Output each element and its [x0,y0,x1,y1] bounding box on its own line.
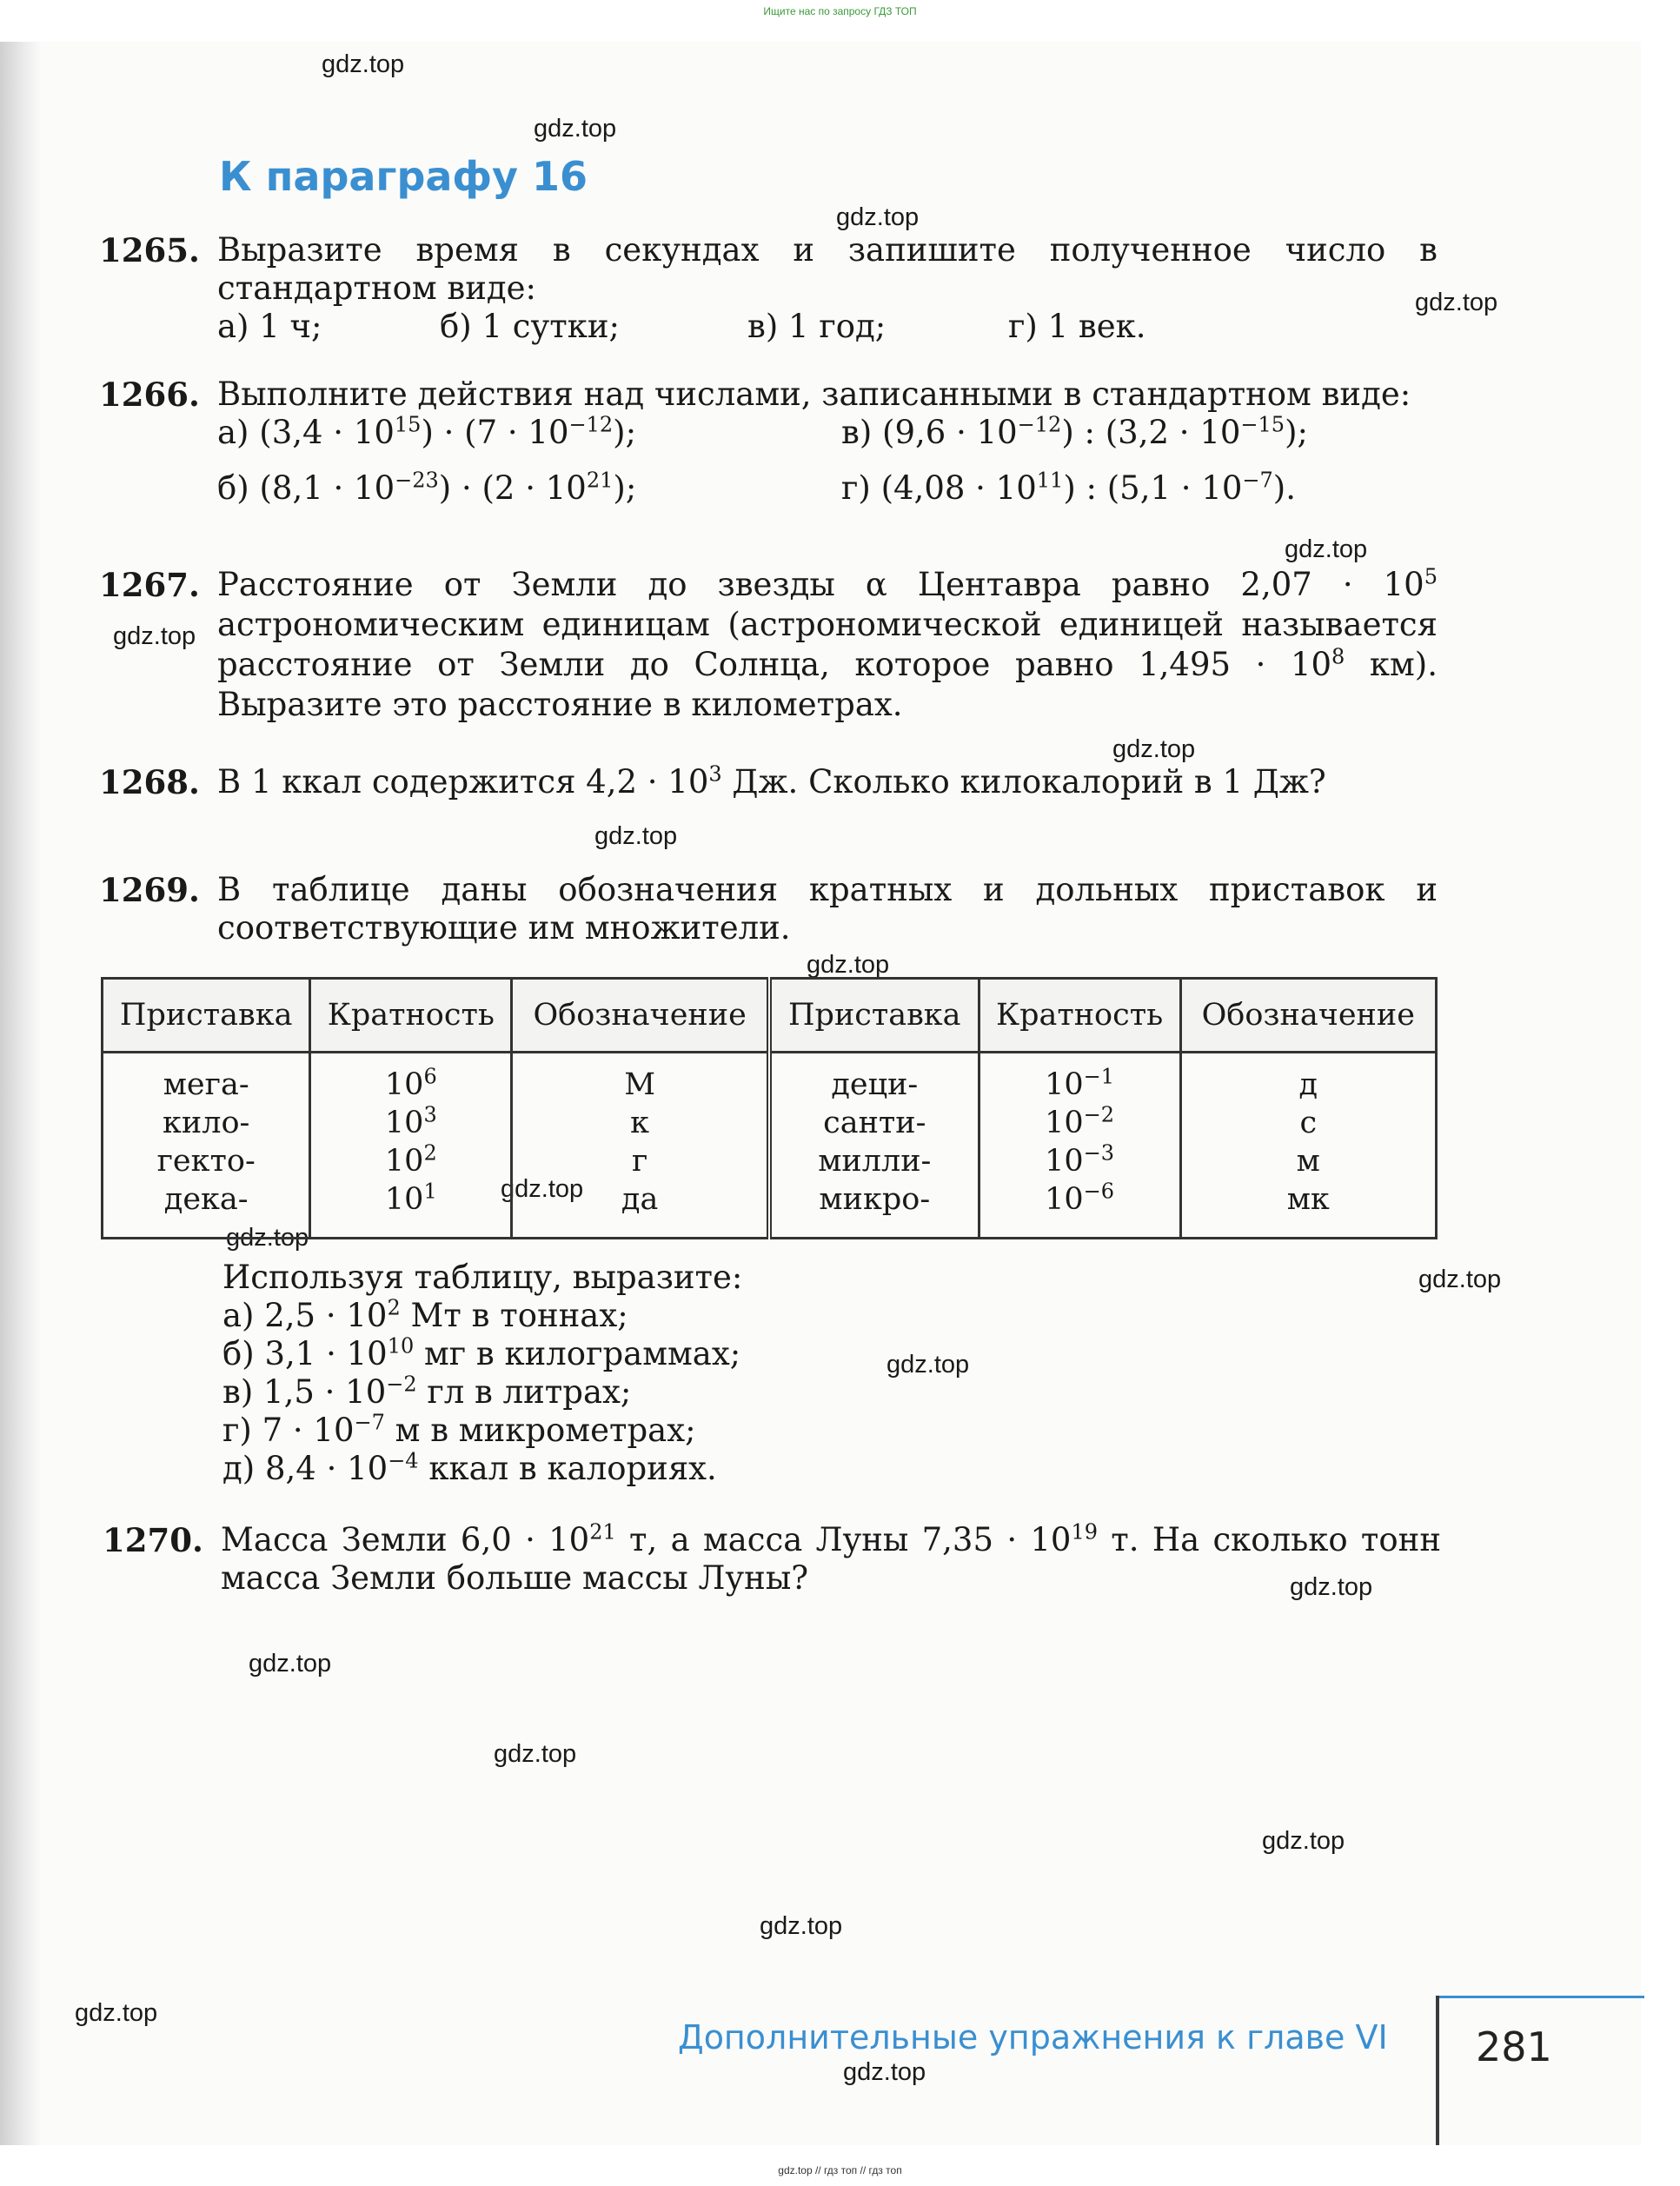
prefix-cell: кило- [163,1106,250,1140]
prefix-table [101,977,1438,1239]
item-a: а) 1 ч; [217,308,322,345]
watermark: gdz.top [594,822,678,850]
exercise-1268 [99,763,1438,801]
watermark: gdz.top [494,1740,577,1768]
watermark: gdz.top [1112,735,1196,763]
watermark: gdz.top [322,50,405,78]
symbol-cell: М [624,1067,656,1102]
exercise-1269-tasks [222,1259,1439,1488]
multiplicity-column [310,1053,512,1239]
symbol-cell: мк [1286,1182,1330,1217]
prefix-cell: деци- [831,1067,919,1102]
watermark: gdz.top [1290,1573,1373,1601]
watermark: gdz.top [534,115,617,143]
multiplicity-cell: $10^{-1}$ [1045,1064,1115,1102]
task-item-g: г) $7 \cdot 10^{-7}$ м в микрометрах; [222,1410,696,1449]
prefix-cell: гекто- [156,1144,256,1179]
exercise-1269 [99,871,1438,947]
watermark: gdz.top [1262,1827,1345,1855]
watermark: gdz.top [501,1175,584,1203]
table-header: Обозначение [512,979,769,1053]
item-c: в) 1 год; [747,308,886,345]
item-v: в) $(9,6 \cdot 10^{-12})$ : $(3,2 \cdot 10^{-15})$; [841,412,1308,451]
multiplicity-column [979,1053,1180,1239]
section-heading: К параграфу 16 [219,153,588,200]
exercise-number: 1269. [99,871,200,909]
task-item-v: в) $1,5 \cdot 10^{-2}$ гл в литрах; [222,1372,632,1411]
watermark: gdz.top [836,203,920,231]
prefix-cell: санти- [823,1106,926,1140]
symbol-cell: да [621,1182,659,1217]
symbol-column [1180,1053,1437,1239]
exercise-number: 1268. [99,763,200,801]
multiplicity-cell: $10^1$ [384,1179,437,1217]
watermark: gdz.top [760,1912,843,1940]
item-b: б) $(8,1 \cdot 10^{-23}) \cdot (2 \cdot 10^{21})$; [217,468,637,507]
watermark: gdz.top [249,1650,332,1678]
exercise-number: 1265. [99,231,200,269]
watermark: gdz.top [886,1351,970,1379]
prefix-cell: милли- [818,1144,932,1179]
symbol-cell: д [1298,1067,1318,1102]
prefix-column [769,1053,979,1239]
exercise-1267 [99,565,1438,725]
watermark: gdz.top [1415,289,1498,316]
footer-chapter-title: Дополнительные упражнения к главе VI [678,2018,1388,2056]
footer-rule [1436,1996,1644,1998]
table-header: Кратность [979,979,1180,1053]
symbol-cell: к [630,1106,650,1140]
exercise-number: 1266. [99,375,200,414]
prefix-column [103,1053,310,1239]
task-intro: Используя таблицу, выразите: [222,1259,743,1296]
item-g: г) $(4,08 \cdot 10^{11})$ : $(5,1 \cdot 10^{-7})$. [841,468,1296,507]
exercise-1266 [99,375,1438,522]
multiplicity-cell: $10^2$ [384,1140,437,1179]
table-header: Обозначение [1180,979,1437,1053]
multiplicity-cell: $10^{-2}$ [1045,1102,1115,1140]
watermark: gdz.top [843,2058,926,2086]
task-item-d: д) $8,4 \cdot 10^{-4}$ ккал в калориях. [222,1448,717,1487]
watermark: gdz.top [226,1224,309,1252]
exercise-number: 1267. [99,566,200,604]
item-a: а) $(3,4 \cdot 10^{15}) \cdot (7 \cdot 10^{-12})$; [217,412,637,451]
exercise-1270 [103,1521,1441,1598]
bottom-note: gdz.top // гдз топ // гдз топ [778,2164,902,2176]
exercise-text: Масса Земли $6,0 \cdot 10^{21}$ т, а масса Луны $7,35 \cdot 10^{19}$ т. На сколько тонн масса Земли больше массы Луны? [221,1519,1441,1597]
watermark: gdz.top [75,1999,158,2027]
symbol-cell: г [631,1144,648,1179]
symbol-cell: с [1299,1106,1318,1140]
multiplicity-cell: $10^{-6}$ [1045,1179,1115,1217]
item-b: б) 1 сутки; [440,308,620,345]
symbol-cell: м [1296,1144,1320,1179]
prefix-cell: мега- [163,1067,249,1102]
book-spine-shadow [0,42,42,2145]
page-number: 281 [1476,2023,1552,2070]
exercise-number: 1270. [103,1521,203,1559]
multiplicity-cell: $10^3$ [384,1102,437,1140]
table-header: Приставка [103,979,310,1053]
table-header: Приставка [769,979,979,1053]
watermark: gdz.top [113,622,196,650]
exercise-text: Выполните действия над числами, записанными в стандартном виде: [217,375,1411,413]
item-d: г) 1 век. [1008,308,1146,345]
multiplicity-cell: $10^6$ [384,1064,437,1102]
prefix-cell: дека- [163,1182,249,1217]
exercise-text: Выразите время в секундах и запишите полученное число в стандартном виде: [217,231,1438,307]
exercise-text: В 1 ккал содержится $4,2 \cdot 10^3$ Дж. Сколько килокалорий в 1 Дж? [217,761,1326,801]
multiplicity-cell: $10^{-3}$ [1045,1140,1115,1179]
watermark: gdz.top [1418,1266,1502,1293]
footer-divider [1436,1996,1439,2145]
table-header: Кратность [310,979,512,1053]
exercise-text: В таблице даны обозначения кратных и дольных приставок и соответствующие им множители. [217,871,1438,947]
task-item-a: а) $2,5 \cdot 10^2$ Мт в тоннах; [222,1295,628,1334]
top-search-note: Ищите нас по запросу ГДЗ ТОП [763,5,917,17]
exercise-text: Расстояние от Земли до звезды α Центавра равно $2,07 \cdot 10^5$ астрономическим единицам (астрономической единицей называется расстояние от Земли до Солнца, которое равно $1,495 \cdot 10^8$ км). Выразите это расстояние в километрах. [217,564,1438,723]
watermark: gdz.top [807,951,890,979]
prefix-cell: микро- [819,1182,931,1217]
task-item-b: б) $3,1 \cdot 10^{10}$ мг в килограммах; [222,1333,741,1372]
symbol-column [512,1053,769,1239]
watermark: gdz.top [1285,535,1368,563]
exercise-1265 [99,231,1438,346]
